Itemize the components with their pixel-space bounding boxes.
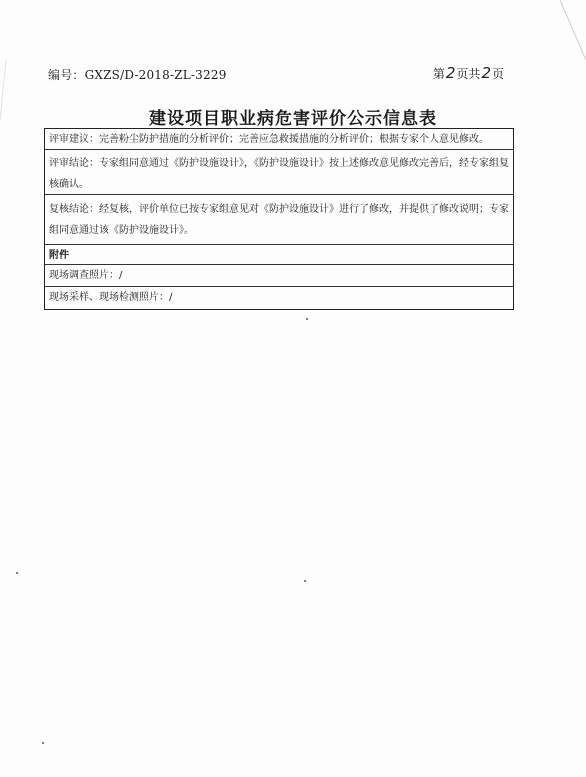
page-total: 2 xyxy=(481,64,491,82)
scan-speck xyxy=(306,318,308,320)
row-recheck-conclusion xyxy=(45,195,513,245)
scan-speck xyxy=(42,742,44,744)
row-review-suggestion xyxy=(45,129,513,150)
page-prefix: 第 xyxy=(432,67,445,81)
review-conclusion-text: 评审结论：专家组同意通过《防护设施设计》，《防护设施设计》按上述修改意见修改完善后，经专家组复核确认。 xyxy=(49,158,509,190)
info-table xyxy=(44,128,514,310)
page-suffix: 页 xyxy=(491,67,504,81)
review-suggestion-text: 评审建议：完善粉尘防护措施的分析评价；完善应急救援措施的分析评价；根据专家个人意见修改。 xyxy=(49,134,489,145)
row-sampling-photos xyxy=(45,287,513,309)
document-number: 编号：GXZS/D-2018-ZL-3229 xyxy=(48,68,227,82)
document-title: 建设项目职业病危害评价公示信息表 xyxy=(149,109,437,129)
page-current: 2 xyxy=(445,64,456,82)
recheck-conclusion-text: 复核结论：经复核，评价单位已按专家组意见对《防护设施设计》进行了修改，并提供了修改说明；专家组同意通过该《防护设施设计》。 xyxy=(49,204,509,236)
row-attachment xyxy=(45,245,513,265)
page-middle: 页共 xyxy=(456,67,481,81)
row-site-survey-photos xyxy=(45,265,513,287)
page-indicator xyxy=(433,64,504,82)
document-header xyxy=(48,66,540,88)
site-survey-photos-text: 现场调查照片：/ xyxy=(49,270,123,281)
attachment-label: 附件 xyxy=(49,250,69,261)
scan-speck xyxy=(16,572,18,574)
sampling-photos-text: 现场采样、现场检测照片：/ xyxy=(49,292,173,303)
scan-speck xyxy=(304,580,306,582)
row-review-conclusion xyxy=(45,150,513,195)
